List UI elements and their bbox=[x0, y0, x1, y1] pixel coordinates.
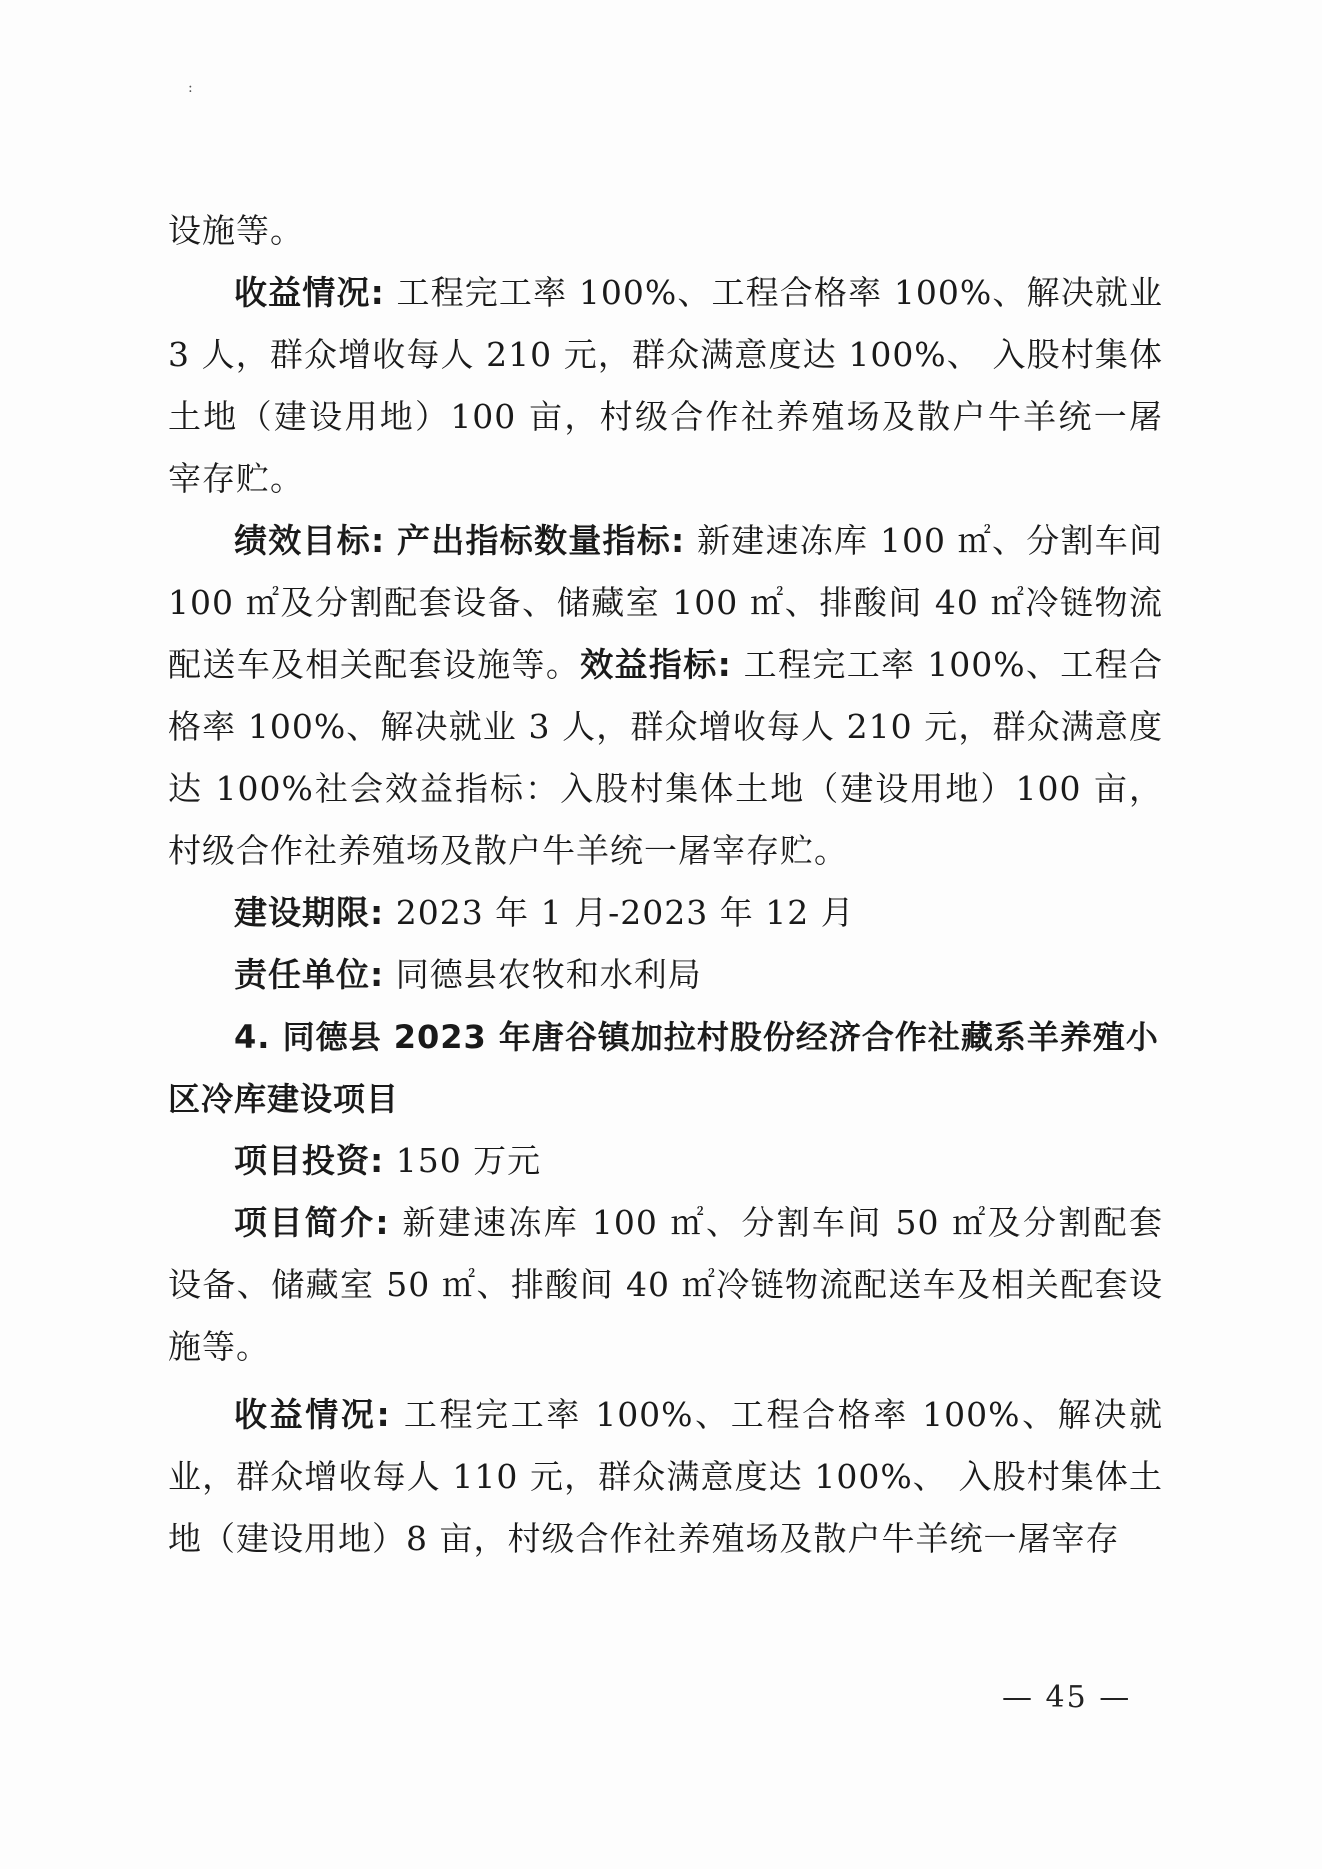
margin-mark: : bbox=[188, 80, 193, 96]
benefits-text-2: 工程完工率 100%、工程合格率 100%、解决就业，群众增收每人 110 元，群众满意度达 100%、 入股村集体土地（建设用地）8 亩，村级合作社养殖场及散户牛羊统一屠宰存 bbox=[168, 1395, 1164, 1558]
output-indicators-label: 产出指标数量指标: bbox=[396, 521, 686, 560]
paragraph-benefits bbox=[168, 262, 1163, 510]
page-number: — 45 — bbox=[1002, 1680, 1132, 1715]
paragraph-investment bbox=[168, 1130, 1163, 1192]
construction-period-label: 建设期限: bbox=[234, 893, 385, 932]
benefit-indicators-text: 工程完工率 100%、工程合格率 100%、解决就业 3 人，群众增收每人 210 元，群众满意度达 100%社会效益指标：入股村集体土地（建设用地）100 亩，村级合作社养殖场及散户牛羊统一屠宰存贮。 bbox=[168, 645, 1163, 870]
benefit-indicators-label: 效益指标: bbox=[580, 645, 732, 684]
project-heading: 4. 同德县 2023 年唐谷镇加拉村股份经济合作社藏系羊养殖小区冷库建设项目 bbox=[168, 1018, 1159, 1118]
performance-goals-label: 绩效目标: bbox=[234, 521, 386, 560]
paragraph-construction-period bbox=[168, 882, 1163, 944]
construction-period-text: 2023 年 1 月-2023 年 12 月 bbox=[395, 893, 855, 932]
paragraph-text: 设施等。 bbox=[168, 211, 304, 250]
output-indicators-text: 新建速冻库 100 ㎡、分割车间 100 ㎡及分割配套设备、储藏室 100 ㎡、排酸间 40 ㎡冷链物流配送车及相关配套设施等。 bbox=[168, 521, 1163, 684]
project-summary-label: 项目简介: bbox=[234, 1203, 390, 1242]
benefits-label: 收益情况: bbox=[234, 273, 385, 312]
benefits-label-2: 收益情况: bbox=[234, 1395, 391, 1434]
benefits-text: 工程完工率 100%、工程合格率 100%、解决就业 3 人，群众增收每人 210 元，群众满意度达 100%、 入股村集体土地（建设用地）100 亩，村级合作社养殖场及散户牛羊统一屠宰存贮。 bbox=[168, 273, 1164, 498]
investment-text: 150 万元 bbox=[395, 1141, 542, 1180]
paragraph-continuation bbox=[168, 200, 1163, 262]
project-summary-text: 新建速冻库 100 ㎡、分割车间 50 ㎡及分割配套设备、储藏室 50 ㎡、排酸间 40 ㎡冷链物流配送车及相关配套设施等。 bbox=[168, 1203, 1163, 1366]
responsible-unit-label: 责任单位: bbox=[234, 955, 385, 994]
responsible-unit-text: 同德县农牧和水利局 bbox=[395, 955, 702, 994]
paragraph-responsible-unit bbox=[168, 944, 1163, 1006]
paragraph-project-summary bbox=[168, 1192, 1163, 1378]
investment-label: 项目投资: bbox=[234, 1141, 385, 1180]
paragraph-performance-goals bbox=[168, 510, 1163, 882]
paragraph-benefits-2 bbox=[168, 1384, 1163, 1570]
document-body bbox=[168, 200, 1163, 1570]
